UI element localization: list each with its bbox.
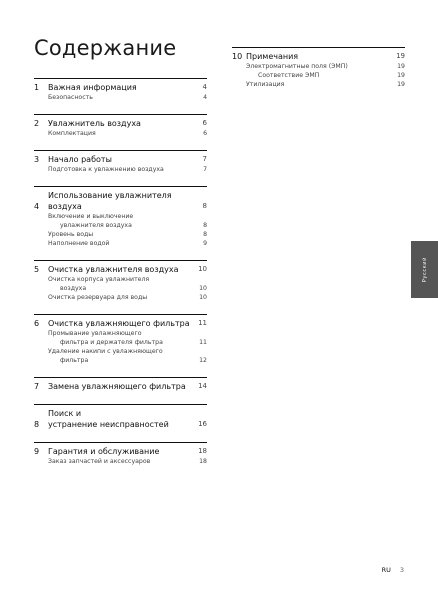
- toc-page-number: 4: [203, 94, 207, 101]
- toc-page-number: 11: [198, 319, 207, 327]
- toc-page-number: 7: [203, 166, 207, 173]
- toc-heading-text: [48, 318, 193, 329]
- toc-heading-text: [48, 154, 193, 165]
- toc-page-number: 8: [203, 222, 207, 229]
- toc-heading[interactable]: [232, 51, 405, 62]
- toc-subentry-line: фильтра и держателя фильтра: [60, 339, 163, 346]
- toc-section: [34, 404, 207, 430]
- toc-subentry-line: Электромагнитные поля (ЭМП): [246, 63, 348, 70]
- toc-section-number: 7: [34, 382, 40, 391]
- toc-subentry-text: [48, 165, 193, 174]
- toc-left-column: [34, 78, 207, 478]
- toc-page-number: 4: [202, 83, 207, 91]
- toc-page-number: 7: [202, 155, 207, 163]
- toc-section-number: 10: [232, 52, 243, 61]
- toc-section: [34, 78, 207, 102]
- toc-subentry-text: [48, 275, 193, 293]
- toc-section: [34, 260, 207, 302]
- toc-heading[interactable]: [34, 446, 207, 457]
- toc-heading-text: [48, 264, 193, 275]
- toc-subentry-line: Очистка резервуара для воды: [48, 294, 148, 301]
- toc-heading-line: Примечания: [246, 52, 299, 61]
- toc-subentry-text: [246, 62, 391, 71]
- toc-heading-line: Очистка увлажняющего фильтра: [48, 319, 190, 328]
- toc-page-number: 6: [202, 119, 207, 127]
- toc-heading-text: [48, 446, 193, 457]
- toc-page-number: 9: [203, 240, 207, 247]
- toc-subentry-text: [48, 329, 193, 347]
- toc-subentry-text: [48, 457, 193, 466]
- toc-subentry[interactable]: [34, 93, 207, 102]
- toc-subentry-text: [48, 347, 193, 365]
- toc-section: [34, 314, 207, 365]
- toc-heading[interactable]: [34, 264, 207, 275]
- toc-page-number: 18: [199, 458, 207, 465]
- toc-page-number: 14: [198, 382, 207, 390]
- toc-subentry-line: Удаление накипи с увлажняющего: [48, 348, 163, 355]
- toc-subentry-line: Комплектация: [48, 130, 96, 137]
- toc-heading-line: Замена увлажняющего фильтра: [48, 382, 186, 391]
- toc-page-number: 10: [199, 285, 207, 292]
- toc-subentry[interactable]: [232, 71, 405, 80]
- toc-subentry-line: Промывание увлажняющего: [48, 330, 142, 337]
- toc-page-number: 19: [397, 63, 405, 70]
- toc-page-number: 16: [198, 420, 207, 428]
- toc-subentry-line: Безопасность: [48, 94, 93, 101]
- toc-heading-line: Увлажнитель воздуха: [48, 119, 141, 128]
- toc-heading-line: устранение неисправностей: [48, 420, 169, 429]
- toc-page-number: 8: [203, 231, 207, 238]
- toc-heading-line: Поиск и: [48, 409, 82, 418]
- page-footer: [382, 566, 404, 574]
- toc-section: [34, 186, 207, 248]
- toc-right-column: [232, 47, 405, 89]
- toc-subentry-line: фильтра: [60, 357, 89, 364]
- toc-heading[interactable]: [34, 318, 207, 329]
- toc-heading[interactable]: [34, 82, 207, 93]
- toc-heading-text: [48, 408, 193, 430]
- toc-section: [34, 377, 207, 392]
- toc-subentry-text: [48, 293, 193, 302]
- toc-subentry-line: Уровень воды: [48, 231, 94, 238]
- toc-heading-line: воздуха: [48, 202, 82, 211]
- toc-page-number: 19: [397, 81, 405, 88]
- toc-heading-line: Начало работы: [48, 155, 112, 164]
- toc-heading-line: Очистка увлажнителя воздуха: [48, 265, 179, 274]
- toc-subentry-text: [48, 93, 193, 102]
- toc-page-number: 6: [203, 130, 207, 137]
- toc-heading-line: Гарантия и обслуживание: [48, 447, 160, 456]
- toc-heading[interactable]: [34, 190, 207, 212]
- toc-subentry[interactable]: [34, 165, 207, 174]
- footer-page-number: 3: [399, 566, 404, 574]
- toc-subentry[interactable]: [34, 239, 207, 248]
- toc-subentry-line: Утилизация: [246, 81, 285, 88]
- toc-heading[interactable]: [34, 408, 207, 430]
- toc-page-number: 10: [199, 294, 207, 301]
- toc-heading[interactable]: [34, 154, 207, 165]
- toc-section-number: 4: [34, 202, 40, 211]
- toc-page-number: 10: [198, 265, 207, 273]
- toc-section: [34, 114, 207, 138]
- toc-page-number: 18: [198, 447, 207, 455]
- language-tab-label: Русский: [421, 256, 428, 283]
- toc-section-number: 3: [34, 155, 40, 164]
- toc-heading-line: Важная информация: [48, 83, 137, 92]
- toc-page-number: 11: [199, 339, 207, 346]
- language-tab: [411, 241, 438, 298]
- toc-subentry-line: Очистка корпуса увлажнителя: [48, 276, 150, 283]
- toc-heading[interactable]: [34, 118, 207, 129]
- toc-section-number: 1: [34, 83, 40, 92]
- toc-page-number: 8: [202, 202, 207, 210]
- toc-subentry-line: воздуха: [60, 285, 87, 292]
- toc-heading-text: [48, 118, 193, 129]
- toc-section-number: 5: [34, 265, 40, 274]
- page-title: Содержание: [34, 36, 177, 60]
- toc-section: [34, 150, 207, 174]
- toc-subentry-line: увлажнителя воздуха: [60, 222, 132, 229]
- toc-subentry-line: Включение и выключение: [48, 213, 134, 220]
- toc-subentry-line: Соответствие ЭМП: [258, 72, 320, 79]
- toc-heading-text: [48, 82, 193, 93]
- toc-subentry[interactable]: [232, 80, 405, 89]
- toc-section-number: 6: [34, 319, 40, 328]
- toc-heading[interactable]: [34, 381, 207, 392]
- toc-section-number: 9: [34, 447, 40, 456]
- toc-subentry-text: [48, 230, 193, 239]
- toc-page-number: 12: [199, 357, 207, 364]
- toc-subentry[interactable]: [34, 129, 207, 138]
- toc-subentry-text: [48, 129, 193, 138]
- toc-subentry-line: Наполнение водой: [48, 240, 110, 247]
- toc-heading-text: [246, 51, 391, 62]
- toc-section-number: 2: [34, 119, 40, 128]
- toc-subentry[interactable]: [34, 275, 207, 293]
- toc-page-number: 19: [396, 52, 405, 60]
- toc-subentry-text: [258, 71, 391, 80]
- toc-subentry-text: [48, 212, 193, 230]
- toc-subentry[interactable]: [34, 329, 207, 347]
- toc-subentry[interactable]: [34, 347, 207, 365]
- toc-subentry[interactable]: [34, 212, 207, 230]
- toc-section-number: 8: [34, 420, 40, 429]
- toc-subentry-line: Заказ запчастей и аксессуаров: [48, 458, 151, 465]
- toc-subentry[interactable]: [34, 230, 207, 239]
- toc-section: [34, 442, 207, 466]
- toc-subentry-text: [246, 80, 391, 89]
- footer-language: RU: [381, 566, 391, 574]
- toc-heading-text: [48, 381, 193, 392]
- toc-subentry[interactable]: [34, 293, 207, 302]
- toc-subentry-text: [48, 239, 193, 248]
- toc-subentry-line: Подготовка к увлажнению воздуха: [48, 166, 164, 173]
- toc-heading-text: [48, 190, 193, 212]
- toc-heading-line: Использование увлажнителя: [48, 191, 172, 200]
- toc-section: [232, 47, 405, 89]
- toc-page-number: 19: [397, 72, 405, 79]
- toc-subentry[interactable]: [34, 457, 207, 466]
- toc-subentry[interactable]: [232, 62, 405, 71]
